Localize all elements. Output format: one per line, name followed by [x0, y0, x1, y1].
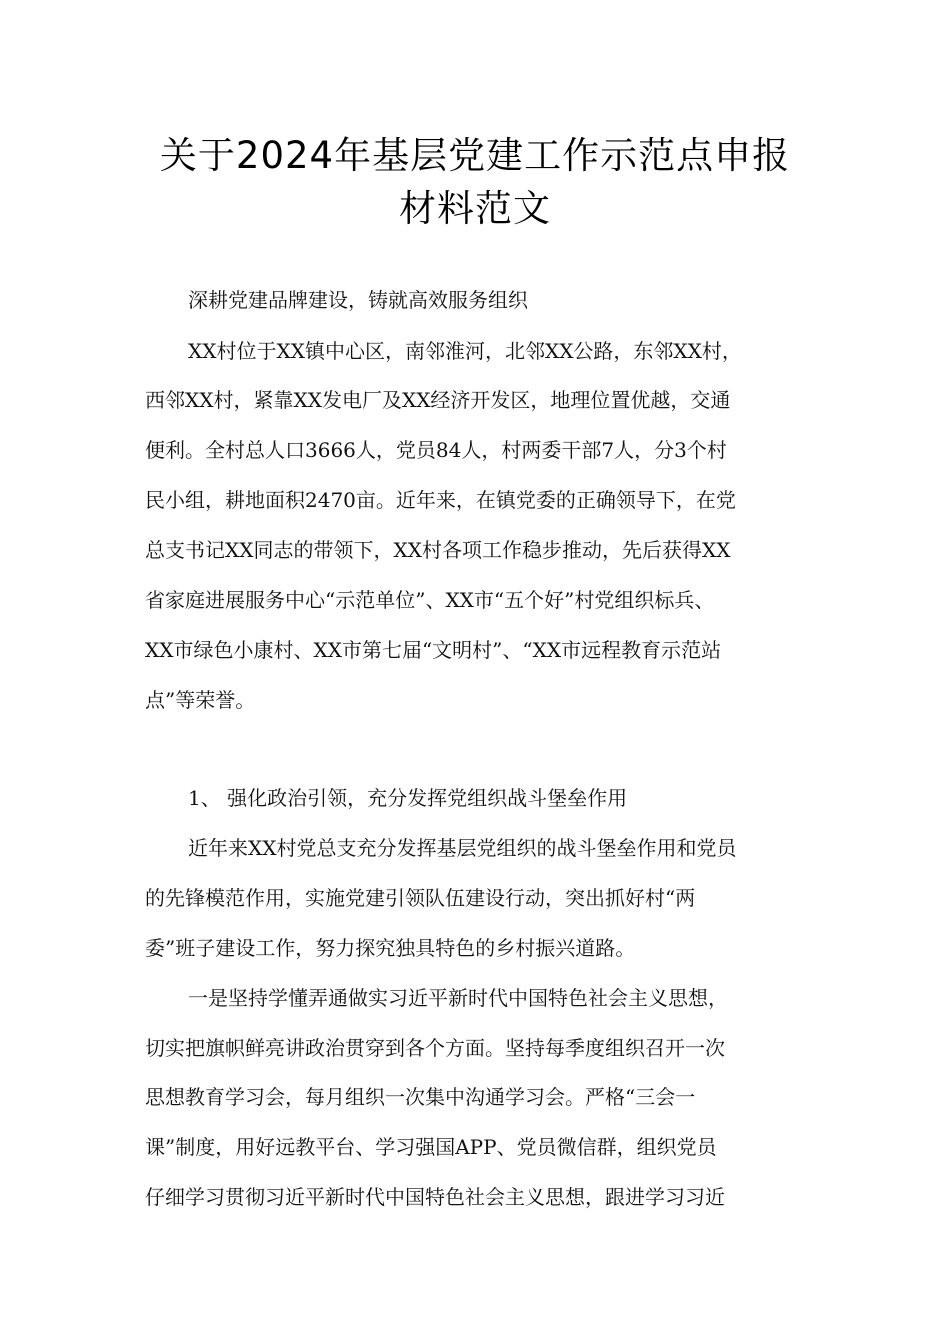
paragraph-3-line: 思想教育学习会，每月组织一次集中沟通学习会。严格“三会一 — [145, 1085, 696, 1109]
paragraph-1-line: 民小组，耕地面积2470亩。近年来，在镇党委的正确领导下，在党 — [145, 488, 736, 512]
paragraph-1-line: 点”等荣誉。 — [145, 688, 256, 712]
paragraph-2-line: 的先锋模范作用，实施党建引领队伍建设行动，突出抓好村“两 — [145, 886, 696, 910]
section-heading-1: 1、 强化政治引领，充分发挥党组织战斗堡垒作用 — [188, 786, 628, 810]
paragraph-3-line: 一是坚持学懂弄通做实习近平新时代中国特色社会主义思想， — [188, 986, 728, 1010]
document-subtitle: 深耕党建品牌建设，铸就高效服务组织 — [188, 288, 528, 312]
paragraph-1-line: 总支书记XX同志的带领下，XX村各项工作稳步推动，先后获得XX — [145, 538, 731, 562]
paragraph-3-line: 仔细学习贯彻习近平新时代中国特色社会主义思想，跟进学习习近 — [145, 1185, 725, 1209]
document-title-line-2: 材料范文 — [399, 187, 551, 230]
paragraph-1-line: 西邻XX村，紧靠XX发电厂及XX经济开发区，地理位置优越，交通 — [145, 388, 731, 412]
paragraph-2-line: 近年来XX村党总支充分发挥基层党组织的战斗堡垒作用和党员 — [188, 836, 737, 860]
paragraph-3-line: 切实把旗帜鲜亮讲政治贯穿到各个方面。坚持每季度组织召开一次 — [145, 1036, 725, 1060]
paragraph-1-line: 便利。全村总人口3666人，党员84人，村两委干部7人，分3个村 — [145, 438, 727, 462]
paragraph-2-line: 委”班子建设工作，努力探究独具特色的乡村振兴道路。 — [145, 936, 636, 960]
paragraph-3-line: 课”制度，用好远教平台、学习强国APP、党员微信群，组织党员 — [145, 1135, 717, 1159]
paragraph-1-line: XX市绿色小康村、XX市第七届“文明村”、“XX市远程教育示范站 — [145, 638, 722, 662]
paragraph-1-line: 省家庭进展服务中心“示范单位”、XX市“五个好”村党组织标兵、 — [145, 588, 715, 612]
document-title-line-1: 关于2024年基层党建工作示范点申报 — [159, 134, 791, 177]
paragraph-1-line: XX村位于XX镇中心区，南邻淮河，北邻XX公路，东邻XX村， — [188, 339, 742, 363]
